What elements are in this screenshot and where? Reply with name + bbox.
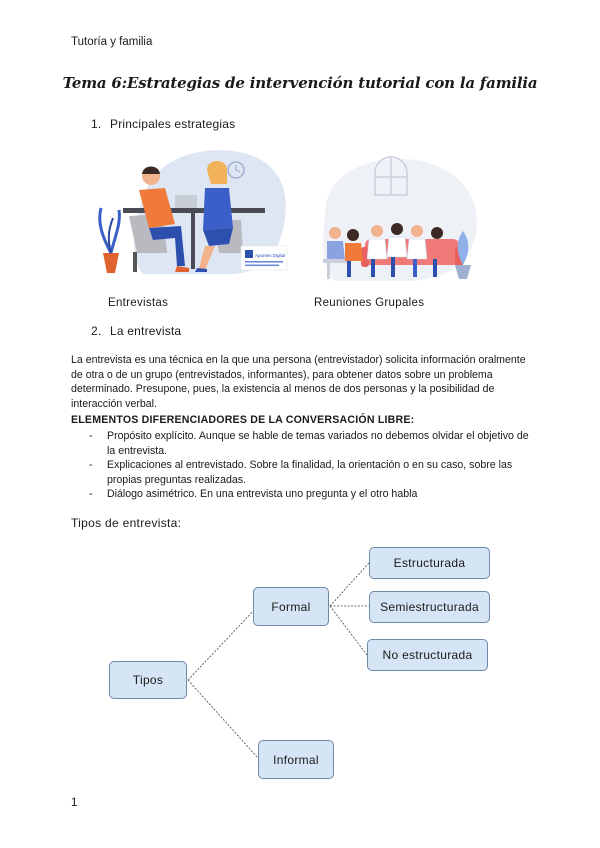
caption-entrevistas: Entrevistas <box>108 297 169 309</box>
page-header: Tutoría y familia <box>71 36 153 48</box>
section-label: La entrevista <box>110 324 182 338</box>
diagram-node-semiestructurada: Semiestructurada <box>369 591 490 623</box>
connector-tipos-formal <box>188 606 258 680</box>
list-item: - Explicaciones al entrevistado. Sobre la finalidad, la orientación o en su caso, sobre las propias preguntas realizadas. <box>89 459 513 486</box>
caption-reuniones: Reuniones Grupales <box>314 297 425 309</box>
diagram-node-informal: Informal <box>258 740 334 779</box>
diagram-node-tipos: Tipos <box>109 661 187 699</box>
page-number: 1 <box>71 797 78 809</box>
connector-formal-estructurada <box>330 563 369 606</box>
entrevista-paragraph: La entrevista es una técnica en la que una persona (entrevistador) solicita información oralmente de otra o de un grupo (entrevistados, informantes), para obtener datos sobre un problema determinado. Presupone, pues, la existencia al menos de dos personas y la posibilidad de interacción verbal. <box>71 354 526 410</box>
section-number: 2. <box>91 324 102 338</box>
connector-formal-no-estructurada <box>330 606 367 655</box>
elements-heading: ELEMENTOS DIFERENCIADORES DE LA CONVERSACIÓN LIBRE: <box>71 414 415 426</box>
logo-text: Apuntes Digital <box>255 253 286 258</box>
list-item: - Diálogo asimétrico. En una entrevista uno pregunta y el otro habla <box>89 488 418 501</box>
diagram-node-no-estructurada: No estructurada <box>367 639 488 671</box>
diagram-node-estructurada: Estructurada <box>369 547 490 579</box>
page-title: Tema 6:Estrategias de intervención tutorial con la familia <box>62 74 538 92</box>
connector-tipos-informal <box>188 680 258 758</box>
section-label: Principales estrategias <box>110 117 236 131</box>
section-number: 1. <box>91 117 102 131</box>
list-item: - Propósito explícito. Aunque se hable de temas variados no debemos olvidar el objetivo de la entrevista. <box>89 430 529 457</box>
tipos-label: Tipos de entrevista: <box>71 516 182 530</box>
diagram-node-formal: Formal <box>253 587 329 626</box>
